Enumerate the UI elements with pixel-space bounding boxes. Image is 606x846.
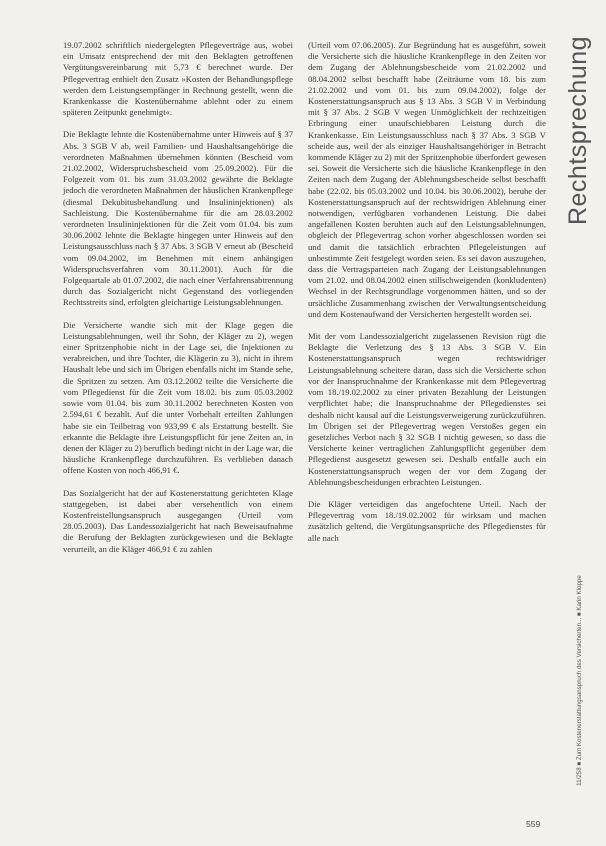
left-text-column [63, 40, 293, 555]
section-title-text: Rechtsprechung [564, 35, 593, 225]
paragraph: Mit der vom Landessozialgericht zugelassenen Revision rügt die Beklagte die Verletzung des § 13 Abs. 3 SGB V. Ein Kostenerstattungsanspruch wegen rechtswidriger Leistungsablehnung scheitere daran, dass sich die Versicherte schon vor der Inanspruchnahme der Krankenkasse mit dem Pflegevertrag vom 18./19.02.2002 zu einer privaten Bezahlung der Leistungen verpflichtet habe; die Inanspruchnahme der Pflegedienstes sei deshalb nicht kausal auf die Leistungsverweigerung zurückzuführen. Im Übrigen sei der Pflegevertrag wegen Verstoßes gegen ein gesetzliches Verbot nach § 32 SGB I nichtig gewesen, so dass die Versicherte keiner vertraglichen Zahlungspflicht gegenüber dem Pflegedienst ausgesetzt gewesen sei. Deshalb entfalle auch ein Kostenerstattungsanspruch wegen der vor dem Zugang der Ablehnungsbescheidungen erbrachten Leistungen. [308, 331, 546, 487]
paragraph: 19.07.2002 schriftlich niedergelegten Pflegeverträge aus, wobei ein Umsatz entsprechend der mit den Beklagten getroffenen Vergütungsvereinbarung mit 5,73 € berechnet wurde. Der Pflegevertrag enthielt den Zusatz »Kosten der Behandlungspflege werden dem Leistungsempfänger in Rechnung gestellt, wenn die Krankenkasse die Kostenübernahme ablehnt oder zu einem späteren Zeitpunkt genehmigt«. [63, 40, 293, 118]
paragraph: Die Versicherte wandte sich mit der Klage gegen die Leistungsablehnungen, weil ihr Sohn, der Kläger zu 2), wegen einer Spritzenphobie nicht in der Lage sei, die Injektionen zu verabreichen, und ihre Tochter, die Klägerin zu 3), nicht in ihrem Haushalt lebe und sich im Übrigen ebenfalls nicht im Stande sehe, die Spritzen zu setzen. Am 03.12.2002 teilte die Versicherte die vom Pflegedienst für die Zeit vom 18.02. bis zum 05.03.2002 sowie vom 01.04. bis zum 30.11.2002 berechneten Kosten von 2.594,61 € bezahlt. Auf die unter Vorbehalt erteilten Zahlungen habe sie ein Teilbetrag von 933,99 € als Erstattung bestellt. Sie erkannte die Beklagte ihre Leistungspflicht für jene Zeiten an, in denen der Kläger zu 2) beruflich bedingt nicht in der Lage war, die häusliche Krankenpflege durchzuführen. Es verblieben danach offene Kosten von noch 466,91 €. [63, 319, 293, 476]
paragraph: Die Beklagte lehnte die Kostenübernahme unter Hinweis auf § 37 Abs. 3 SGB V ab, weil Familien- und Haushaltsangehörige die verordneten Maßnahmen übernehmen könnten (Bescheid vom 21.02.2002, Widerspruchsbescheid vom 25.09.2002). Für die Folgezeit vom 01. bis zum 31.03.2002 gewährte die Beklagte jedoch die verordneten Maßnahmen der häuslichen Krankenpflege (diesmal Dekubitusbehandlung und Insulininjektionen) als Sachleistung. Die Kostenübernahme für die am 28.03.2002 verordneten Insulininjektionen für die Zeit vom 01.04. bis zum 30.06.2002 lehnte die Beklagte hingegen unter Hinweis auf den Leistungsausschluss nach § 37 Abs. 3 SGB V erneut ab (Bescheid vom 09.04.2002, im Benehmen mit einem anhängigen Widerspruchsverfahren vom 30.11.2001). Auch für die Folgequartale ab 01.07.2002, die nach einer Verfahrensabtrennung durch das Sozialgericht nicht Gegenstand des vorliegenden Rechtsstreits sind, erfolgten gleichartige Leistungsablehnungen. [63, 129, 293, 308]
page-number: 559 [526, 819, 541, 829]
right-text-column [308, 40, 546, 544]
side-running-header [572, 530, 586, 830]
paragraph: Die Kläger verteidigen das angefochtene Urteil. Nach der Pflegevertrag vom 18./19.02.2002 für wirksam und machen zusätzlich geltend, die Vergütungsansprüche des Pflegedienstes für alle nach [308, 498, 546, 543]
paragraph: (Urteil vom 07.06.2005). Zur Begründung hat es ausgeführt, soweit die Versicherte sich die häusliche Krankenpflege in den Zeiten vor dem Zugang der Ablehnungsbescheide vom 21.02.2002 und 08.04.2002 selbst beschafft habe (Zeiträume vom 18. bis zum 21.02.2002 und vom 01. bis zum 09.04.2002), folge der Kostenerstattungsanspruch aus § 13 Abs. 3 SGB V in Verbindung mit § 37 Abs. 2 SGB V wegen Unmöglichkeit der rechtzeitigen Erbringung einer unaufschiebbaren Leistung durch die Krankenkasse. Ein Leistungsausschluss nach § 37 Abs. 3 SGB V scheide aus, weil der als einziger Haushaltsangehöriger in Betracht kommende Kläger zu 2) mit der Spritzenphobie überfordert gewesen sei. Soweit die Versicherte sich die häusliche Krankenpflege in den Zeiten nach dem Zugang der Ablehnungsbescheide selbst beschafft habe (22.02. bis 05.03.2002 und 10.04. bis 30.06.2002), beruhe der Kostenerstattungsanspruch auf der rechtswidrigen Ablehnung einer notwendigen, verfügbaren vorhandenen Leistung. Die dabei angefallenen Kosten beruhten auch auf den Leistungsablehnungen, obgleich der Pflegevertrag schon vorher abgeschlossen worden sei und damit die tatsächlich erbrachten Pflegeleistungen auf unbestimmte Zeit festgelegt worden seien. Es sei davon auszugehen, dass die Vertragsparteien nach Zugang der Leistungsablehnungen vom 21.02. und 08.04.2002 einen stillschweigenden (konkludenten) Wechsel in der Rechtsgrundlage vorgenommen hätten, und so der ursächliche Zusammenhang zwischen der Verwaltungsentscheidung und dem Kostenaufwand der Versicherten hergestellt worden sei. [308, 40, 546, 319]
paragraph: Das Sozialgericht hat der auf Kostenerstattung gerichteten Klage stattgegeben, ist dabei aber versehentlich von einem Kostenfreistellungsanspruch ausgegangen (Urteil vom 28.05.2003). Das Landessozialgericht hat nach Beweisaufnahme die Berufung der Beklagten zurückgewiesen und die Beklagte verurteilt, an die Kläger 466,91 € zu zahlen [63, 487, 293, 554]
running-header-text: 11/258 ■ Zum Kostenerstattungsanspruch des Versicherten... ■ Karin Kloppe [575, 574, 583, 786]
section-side-title [555, 5, 603, 255]
